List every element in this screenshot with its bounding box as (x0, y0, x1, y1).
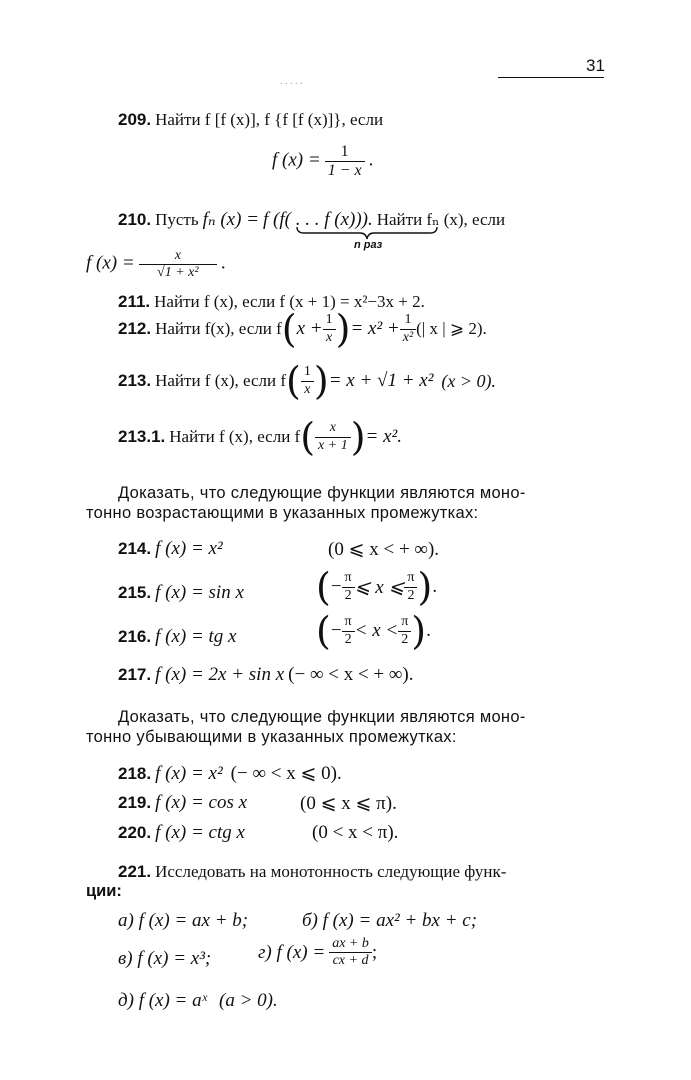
inner: x + (296, 318, 323, 339)
header-dots: . . . . . (280, 76, 303, 87)
problem-text: Найти f [f (x)], f {f [f (x)]}, если (155, 110, 384, 129)
denominator: x (326, 329, 333, 345)
interval-215 (316, 565, 438, 609)
fn-lhs: fₙ (x) = (202, 209, 259, 230)
tail: . (368, 149, 374, 171)
end: . (426, 620, 431, 641)
function: f (x) = x² (155, 763, 223, 784)
problem-221 (118, 862, 506, 882)
section-2-line-1: Доказать, что следующие функции являются моно- (118, 708, 526, 726)
interval-219: (0 ⩽ x ⩽ π). (300, 793, 397, 814)
interval: (− ∞ < x ⩽ 0). (230, 763, 342, 784)
page-number: 31 (586, 56, 605, 75)
problem-number: 220. (118, 823, 152, 842)
section-1-line-2: тонно возрастающими в указанных промежутках: (86, 504, 479, 522)
interval-214: (0 ⩽ x < + ∞). (328, 539, 440, 560)
left-paren: ( (316, 565, 331, 609)
function: f (x) = 2x + sin x (155, 664, 285, 685)
problem-214 (118, 538, 223, 560)
function: д) f (x) = aˣ (118, 990, 207, 1011)
right-paren: ) (313, 359, 329, 403)
fraction (315, 420, 351, 453)
problem-text: Найти f (x), если f (169, 427, 301, 446)
problem-number: 219. (118, 793, 152, 812)
function: f (x) = sin x (155, 582, 244, 603)
problem-216 (118, 626, 237, 648)
denominator: 2 (344, 631, 352, 647)
formula-lhs: f (x) = (86, 252, 135, 274)
right-paren: ) (350, 415, 366, 459)
problem-number: 221. (118, 862, 152, 881)
item-b: б) f (x) = ax² + bx + c; (302, 910, 478, 931)
numerator: x (139, 248, 217, 265)
problem-number: 210. (118, 210, 152, 229)
problem-220 (118, 822, 245, 844)
problem-number: 214. (118, 539, 152, 558)
denominator: 2 (401, 631, 409, 647)
denominator: 2 (407, 587, 415, 603)
numerator: π (404, 570, 417, 587)
problem-211 (118, 292, 425, 312)
left-paren: ( (281, 307, 297, 351)
text-b: Найти fₙ (x), если (376, 210, 506, 229)
left-paren: ( (316, 609, 331, 653)
function: f (x) = x² (155, 538, 223, 559)
underbrace (296, 226, 438, 240)
fraction-hi (398, 614, 411, 647)
item-d (118, 990, 278, 1012)
fraction-lo (342, 614, 355, 647)
function: f (x) = tg x (155, 626, 237, 647)
problem-number: 213. (118, 371, 152, 390)
equals: = x² + (350, 318, 400, 339)
problem-213-1 (118, 415, 402, 459)
tail: . (220, 252, 226, 274)
denominator: √1 + x² (157, 265, 199, 281)
middle: < x < (354, 620, 399, 641)
denominator: 2 (344, 587, 352, 603)
function: f (x) = ctg x (155, 822, 245, 843)
equals: = x + √1 + x² (328, 370, 434, 391)
numerator: ax + b (329, 936, 372, 953)
left-paren: ( (300, 415, 316, 459)
interval: (− ∞ < x < + ∞). (288, 664, 414, 685)
item-v: в) f (x) = x³; (118, 948, 212, 969)
denominator: x² (402, 329, 414, 345)
item-a: а) f (x) = ax + b; (118, 910, 249, 931)
numerator: 1 (301, 364, 314, 381)
problem-number: 218. (118, 764, 152, 783)
nested-f: f (f( . . . f (x))). (263, 209, 373, 230)
problem-number: 212. (118, 319, 152, 338)
problem-number: 209. (118, 110, 152, 129)
text-a: Пусть (155, 210, 199, 229)
formula-lhs: f (x) = (272, 149, 321, 171)
problem-text: Исследовать на монотонность следующие функ- (155, 862, 507, 881)
tail: ; (371, 941, 378, 963)
numerator: x (315, 420, 351, 437)
middle: ⩽ x ⩽ (354, 576, 405, 598)
left-paren: ( (286, 359, 301, 403)
right-paren: ) (411, 609, 427, 653)
condition: (x > 0). (441, 370, 497, 391)
fraction (301, 364, 314, 397)
brace-label: n раз (354, 239, 383, 251)
item-g (258, 936, 377, 969)
numerator: 1 (400, 312, 416, 329)
numerator: π (398, 614, 411, 631)
fraction-2 (400, 312, 416, 345)
numerator: π (342, 570, 355, 587)
denominator: 1 − x (327, 162, 362, 180)
condition: (| x | ⩾ 2). (416, 319, 487, 338)
problem-text: Найти f (x), если f (155, 371, 287, 390)
problem-221-line-2: ции: (86, 882, 122, 900)
fraction (329, 936, 372, 969)
problem-number: 216. (118, 627, 152, 646)
condition: (a > 0). (219, 990, 278, 1011)
minus: − (330, 620, 342, 641)
problem-text: Найти f(x), если f (155, 319, 282, 338)
formula-210 (86, 248, 226, 281)
fraction-lo (342, 570, 355, 603)
problem-number: 217. (118, 665, 152, 684)
denominator: x (304, 381, 311, 397)
problem-212 (118, 307, 487, 351)
right-paren: ) (417, 565, 433, 609)
numerator: π (342, 614, 355, 631)
interval-220: (0 < x < π). (312, 822, 399, 843)
minus: − (330, 576, 342, 597)
end: . (432, 576, 438, 597)
numerator: 1 (325, 143, 365, 162)
problem-text: Найти f (x), если f (x + 1) = x²−3x + 2. (154, 292, 425, 311)
fraction (325, 143, 365, 181)
problem-209 (118, 110, 383, 130)
problem-219 (118, 792, 247, 814)
fraction-hi (404, 570, 417, 603)
formula-209 (272, 143, 373, 181)
label: г) f (x) = (258, 941, 326, 963)
problem-218 (118, 762, 342, 785)
section-2-line-2: тонно убывающими в указанных промежутках: (86, 728, 457, 746)
denominator: cx + d (332, 953, 369, 969)
numerator: 1 (323, 312, 336, 329)
interval-216 (316, 609, 431, 653)
problem-number: 211. (118, 292, 151, 311)
header-rule (498, 77, 604, 78)
fraction (139, 248, 217, 281)
problem-number: 215. (118, 583, 152, 602)
right-paren: ) (335, 307, 351, 351)
problem-number: 213.1. (118, 427, 166, 446)
equals: = x². (365, 426, 402, 447)
fraction (323, 312, 336, 345)
function: f (x) = cos x (155, 792, 248, 813)
denominator: x + 1 (318, 437, 348, 453)
problem-217 (118, 664, 414, 686)
section-1-line-1: Доказать, что следующие функции являются моно- (118, 484, 526, 502)
problem-215 (118, 582, 244, 604)
problem-213 (118, 359, 497, 403)
